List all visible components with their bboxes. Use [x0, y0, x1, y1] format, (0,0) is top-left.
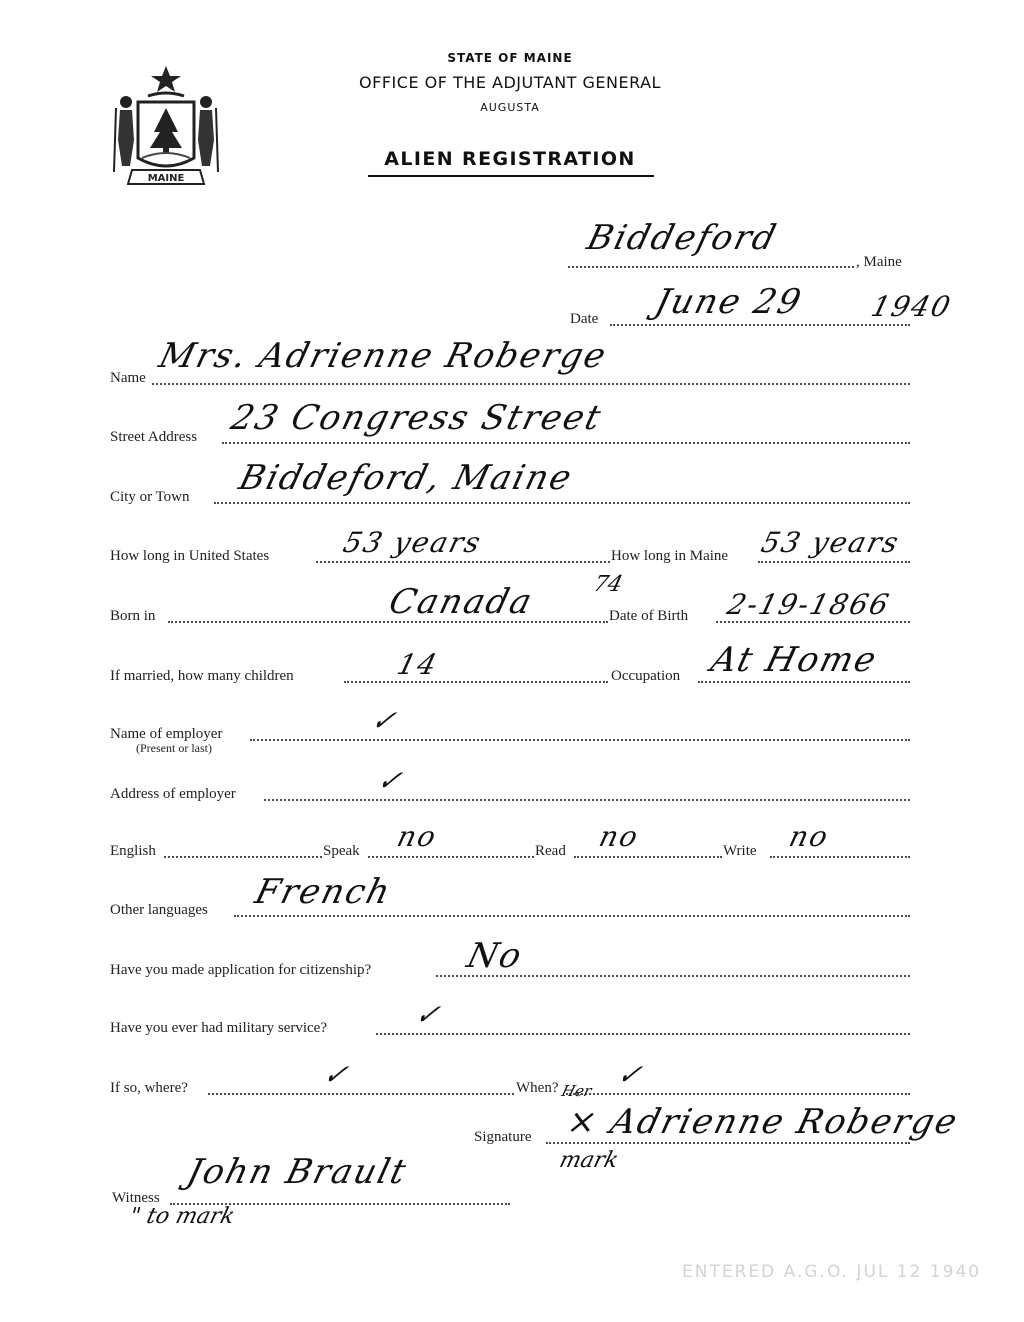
how-long-maine-label: How long in Maine — [611, 548, 729, 564]
employer-line — [250, 739, 910, 741]
signature-mark-note: mark — [556, 1148, 621, 1173]
born-in-value[interactable]: Canada — [385, 582, 538, 622]
read-label: Read — [535, 843, 566, 859]
speak-value[interactable]: no — [393, 820, 442, 853]
read-value[interactable]: no — [595, 820, 644, 853]
header-state: STATE OF MAINE — [447, 51, 573, 65]
street-label: Street Address — [110, 429, 198, 445]
occupation-value[interactable]: At Home — [707, 640, 882, 680]
witness-note: " to mark — [126, 1204, 238, 1229]
military-label: Have you ever had military service? — [110, 1020, 327, 1036]
how-long-us-value[interactable]: 53 years — [339, 526, 486, 559]
english-label: English — [110, 843, 156, 859]
street-value[interactable]: 23 Congress Street — [227, 398, 607, 438]
citizenship-value[interactable]: No — [463, 936, 528, 976]
how-long-maine-line — [758, 561, 910, 563]
date-value[interactable]: June 29 — [651, 282, 807, 322]
occupation-label: Occupation — [611, 668, 681, 684]
speak-line — [368, 856, 534, 858]
read-line — [574, 856, 722, 858]
employer-value[interactable]: ✓ — [367, 704, 402, 737]
street-line — [222, 442, 910, 444]
city-line — [214, 502, 910, 504]
employer-label: Name of employer — [110, 726, 223, 742]
signature-her-note: Her — [559, 1082, 594, 1100]
military-line — [376, 1033, 910, 1035]
children-line — [344, 681, 608, 683]
write-label: Write — [723, 843, 757, 859]
citizenship-label: Have you made application for citizenship? — [110, 962, 372, 978]
employer-address-label: Address of employer — [110, 786, 236, 802]
employer-sublabel: (Present or last) — [136, 741, 212, 755]
speak-label: Speak — [323, 843, 360, 859]
form-title: ALIEN REGISTRATION — [384, 148, 636, 170]
title-underline — [368, 175, 654, 177]
name-value[interactable]: Mrs. Adrienne Roberge — [155, 336, 612, 376]
dob-line — [716, 621, 910, 623]
signature-label: Signature — [474, 1129, 532, 1145]
write-line — [770, 856, 910, 858]
dob-value[interactable]: 2-19-1866 — [723, 588, 894, 621]
dob-label: Date of Birth — [609, 608, 689, 624]
born-in-label: Born in — [110, 608, 156, 624]
witness-value[interactable]: John Brault — [183, 1152, 412, 1192]
other-languages-value[interactable]: French — [251, 872, 396, 912]
name-label: Name — [110, 370, 146, 386]
employer-address-line — [264, 799, 910, 801]
employer-address-value[interactable]: ✓ — [373, 764, 408, 797]
when-label: When? — [516, 1080, 559, 1096]
english-line — [164, 856, 322, 858]
maine-label: , Maine — [856, 254, 902, 270]
name-line — [152, 383, 910, 385]
maine-state-seal — [108, 62, 224, 190]
date-line — [610, 324, 910, 326]
how-long-us-label: How long in United States — [110, 548, 270, 564]
signature-value[interactable]: × Adrienne Roberge — [563, 1102, 963, 1142]
signature-line — [546, 1142, 910, 1144]
write-value[interactable]: no — [785, 820, 834, 853]
city-label: City or Town — [110, 489, 190, 505]
town-line — [568, 266, 854, 268]
other-languages-line — [234, 915, 910, 917]
date-label: Date — [570, 311, 599, 327]
city-value[interactable]: Biddeford, Maine — [235, 458, 578, 498]
seal-text: MAINE — [147, 173, 185, 184]
children-label: If married, how many children — [110, 668, 294, 684]
header-office: OFFICE OF THE ADJUTANT GENERAL — [359, 73, 661, 92]
how-long-maine-value[interactable]: 53 years — [757, 526, 904, 559]
when-line — [566, 1093, 910, 1095]
how-long-us-line — [316, 561, 610, 563]
if-so-where-label: If so, where? — [110, 1080, 188, 1096]
age-note: 74 — [590, 572, 626, 597]
when-value[interactable]: ✓ — [613, 1058, 648, 1091]
military-value[interactable]: ✓ — [411, 998, 446, 1031]
town-value[interactable]: Biddeford — [583, 218, 782, 258]
children-value[interactable]: 14 — [393, 648, 442, 681]
witness-label: Witness — [112, 1190, 160, 1206]
where-line — [208, 1093, 514, 1095]
received-stamp: ENTERED A.G.O. JUL 12 1940 — [682, 1262, 982, 1282]
year-value[interactable]: 1940 — [867, 290, 956, 323]
where-value[interactable]: ✓ — [319, 1058, 354, 1091]
other-languages-label: Other languages — [110, 902, 208, 918]
occupation-line — [698, 681, 910, 683]
header-city: AUGUSTA — [480, 101, 540, 114]
